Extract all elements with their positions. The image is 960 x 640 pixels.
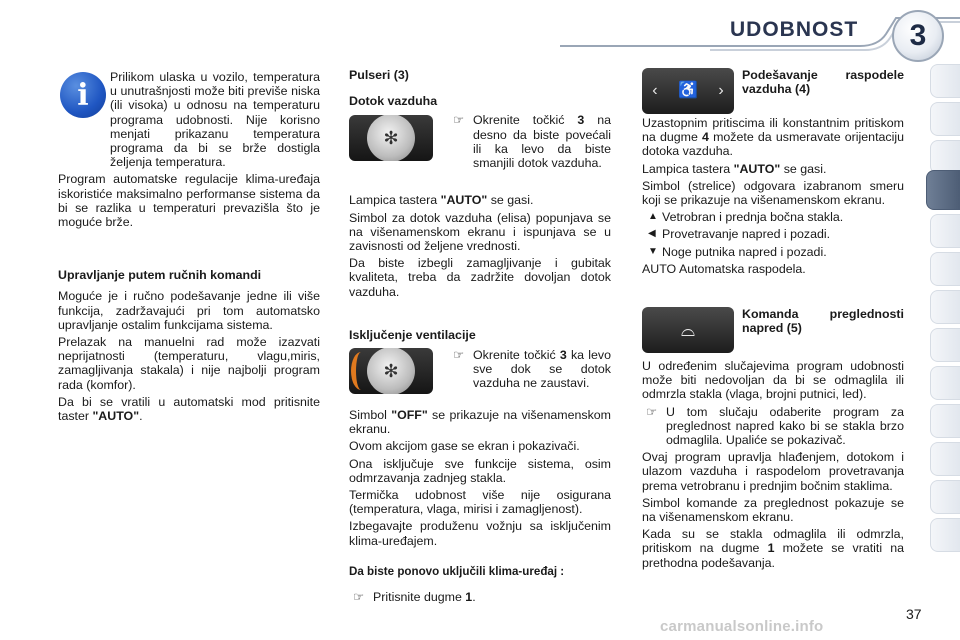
chevron-right-icon: › — [718, 81, 724, 99]
off-paragraph-2: Ovom akcijom gase se ekran i pokazivači. — [349, 439, 580, 454]
reenable-instruction: ☞ Pritisnite dugme 1. — [353, 590, 476, 605]
off-instruction: ☞ Okrenite točkić 3 ka levo sve dok se dotok vazduha ne zaustavi. — [453, 348, 611, 391]
visibility-heading: Komanda preglednosti napred (5) — [742, 307, 904, 336]
fan-icon: ✻ — [383, 360, 399, 381]
pointing-hand-icon: ☞ — [453, 348, 465, 363]
chapter-tab-active[interactable] — [926, 170, 960, 210]
airflow-heading: Dotok vazduha — [349, 94, 438, 109]
arrow-up-icon: ▲ — [648, 211, 658, 223]
chapter-tab[interactable] — [930, 102, 960, 136]
windscreen-defrost-icon: ⌓ — [680, 319, 696, 340]
distribution-paragraph-1: Uzastopnim pritiscima ili konstantnim pritiskom na dugme 4 možete da usmeravate orijentaciju dotoka vazduha. — [642, 116, 904, 159]
chapter-tab[interactable] — [930, 290, 960, 324]
seated-person-icon: ♿ — [678, 81, 698, 99]
off-paragraph-5: Izbegavajte produženu vožnju sa isključenim klima-uređajem. — [349, 519, 611, 548]
visibility-paragraph-2: Ovaj program upravlja hlađenjem, dotokom i ulazom vazduha i raspodelom provetravanja prema vetrobranu i prednjim bočnim staklima. — [642, 450, 904, 493]
reenable-heading: Da biste ponovo uključili klima-uređaj : — [349, 564, 565, 578]
direction-item: ▼ Noge putnika napred i pozadi. — [648, 244, 827, 259]
visibility-paragraph-3: Simbol komande za preglednost pokazuje se na višenamenskom ekranu. — [642, 495, 904, 525]
intro-paragraph-1: Prilikom ulaska u vozilo, temperatura u unutrašnjosti može biti previše niska (ili visoka) u odnosu na temperaturu programa udobnosti. Nije korisno menjati prikazanu temperatura programa da bi se brže dostigla željenja temperatura. — [110, 70, 320, 170]
column-right — [642, 68, 904, 573]
chapter-tab[interactable] — [930, 404, 960, 438]
chapter-tab[interactable] — [930, 442, 960, 476]
pointing-hand-icon: ☞ — [353, 590, 365, 605]
fan-icon: ✻ — [383, 128, 399, 149]
pointing-hand-icon: ☞ — [453, 113, 465, 128]
arrow-down-icon: ▼ — [648, 245, 658, 257]
visibility-paragraph-1: U određenim slučajevima program udobnosti može biti nedovoljan da bi se odmaglila ili odmrzla stakla (vlaga, brojni putnici, led). — [642, 359, 904, 402]
airflow-instruction: ☞ Okrenite točkić 3 na desno da biste povećali ili ka levo da biste smanjili dotok vazduha. — [453, 113, 611, 171]
chapter-tab[interactable] — [930, 480, 960, 514]
fan-knob-off-image — [349, 348, 433, 394]
distribution-auto: AUTO Automatska raspodela. — [642, 261, 806, 276]
off-paragraph-3: Ona isključuje sve funkcije sistema, osim odmrzavanja zadnjeg stakla. — [349, 456, 611, 485]
column-middle — [349, 68, 611, 607]
direction-item: ▲ Vetrobran i prednja bočna stakla. — [648, 210, 844, 225]
chapter-tab[interactable] — [930, 518, 960, 552]
chapter-tab-rail — [926, 60, 960, 620]
watermark: carmanualsonline.info — [660, 618, 824, 635]
airflow-paragraph-3: Da biste izbegli zamagljivanje i gubitak kvaliteta, treba da zadržite dovoljan dotok vazduha. — [349, 256, 611, 299]
manual-paragraph-2: Prelazak na manuelni rad može izazvati neprijatnosti (temperaturu, vlagu,miris, zamagljivanja stakala) i nije najbolji program rada (komfor). — [58, 335, 320, 392]
chapter-tab[interactable] — [930, 366, 960, 400]
column-left — [58, 70, 320, 426]
pulse-heading: Pulseri (3) — [349, 68, 409, 82]
page-number: 37 — [906, 606, 922, 622]
rotate-left-arrow-icon — [351, 352, 371, 390]
chapter-tab[interactable] — [930, 214, 960, 248]
manual-heading: Upravljanje putem ručnih komandi — [58, 268, 262, 283]
off-paragraph-4: Termička udobnost više nije osigurana (temperatura, vlaga, mirisi i zamaglјenost). — [349, 488, 611, 517]
airflow-paragraph-1: Lampica tastera "AUTO" se gasi. — [349, 193, 534, 208]
chapter-tab[interactable] — [930, 328, 960, 362]
fan-knob-image — [349, 115, 433, 161]
airflow-paragraph-2: Simbol za dotok vazduha (elisa) popunjava se na višenamenskom ekranu i ispunjava se u zavisnosti od željene vrednosti. — [349, 210, 611, 254]
chapter-title: UDOBNOST — [730, 18, 859, 41]
distribution-heading: Podešavanje raspodele vazduha (4) — [742, 68, 904, 97]
manual-paragraph-3: Da bi se vratili u automatski mod pritisnite taster "AUTO". — [58, 394, 320, 424]
chevron-left-icon: ‹ — [652, 81, 658, 99]
arrow-left-icon: ◀ — [648, 228, 656, 240]
manual-paragraph-1: Moguće je i ručno podešavanje jedne ili više funkcija, zadržavajući pri tom automatsko upravljanje ostalim funkcijama sistema. — [58, 289, 320, 332]
off-heading: Isključenje ventilacije — [349, 327, 476, 342]
info-icon: i — [60, 72, 106, 118]
off-paragraph-1: Simbol "OFF" se prikazuje na višenamenskom ekranu. — [349, 408, 611, 437]
intro-paragraph-2: Program automatske regulacije klima-uređaja iskoristiće maksimalno performanse sistema da bi se razlika u temperaturi prevazišla što je moguće brže. — [58, 172, 320, 230]
pointing-hand-icon: ☞ — [646, 404, 658, 419]
chapter-tab[interactable] — [930, 140, 960, 174]
chapter-tab[interactable] — [930, 252, 960, 286]
distribution-paragraph-3: Simbol (strelice) odgovara izabranom smeru koji se prikazuje na višenamenskom ekranu. — [642, 178, 904, 208]
chapter-tab[interactable] — [930, 64, 960, 98]
visibility-paragraph-4: Kada su se stakla odmaglila ili odmrzla, pritiskom na dugme 1 možete se vratiti na prethodna podešavanja. — [642, 527, 904, 570]
air-distribution-panel-image — [642, 68, 734, 114]
distribution-paragraph-2: Lampica tastera "AUTO" se gasi. — [642, 161, 827, 176]
visibility-instruction: ☞ U tom slučaju odaberite program za preglednost napred kako bi se stakla brzo odmaglila. Upaliće se pokazivač. — [646, 404, 904, 448]
chapter-number-badge: 3 — [892, 10, 944, 62]
visibility-button-image — [642, 307, 734, 353]
direction-item: ◀ Provetravanje napred i pozadi. — [648, 227, 831, 242]
